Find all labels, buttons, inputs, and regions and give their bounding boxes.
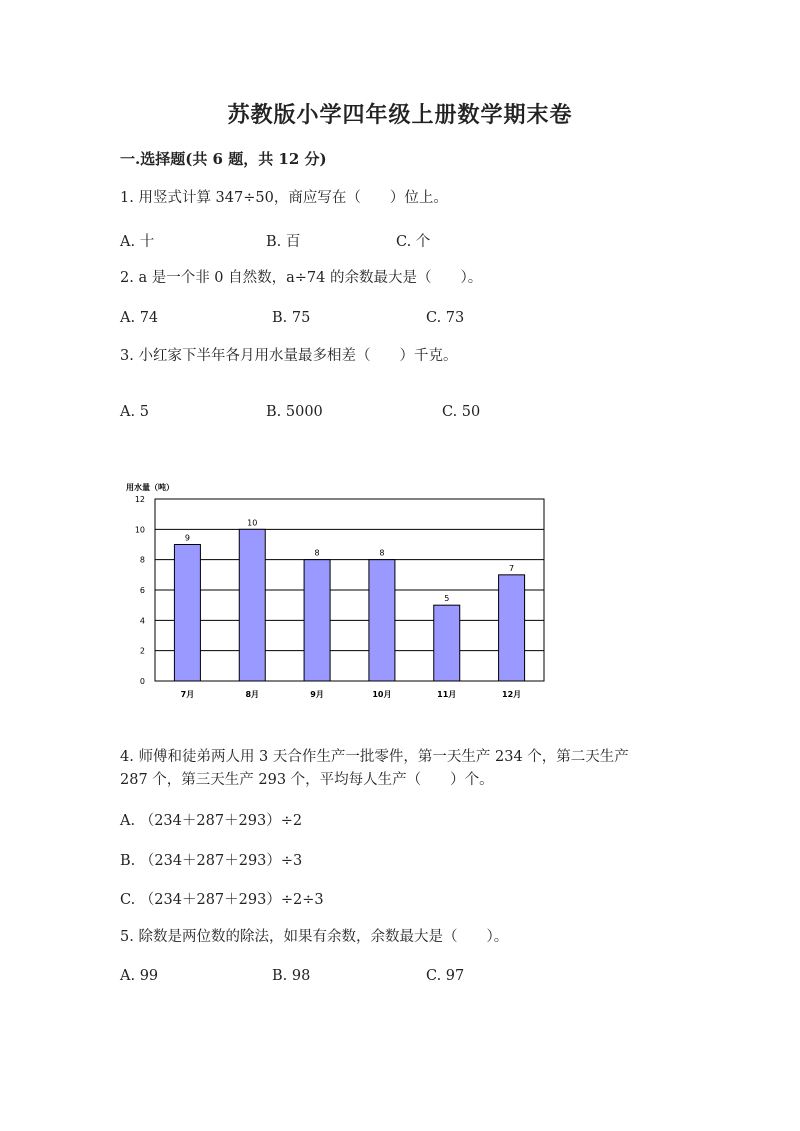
chart-data-label: 5 <box>444 594 450 604</box>
question-2-option-c[interactable]: C. 73 <box>426 310 465 326</box>
question-4-stem-line-2: 287 个，第三天生产 293 个，平均每人生产（ ）个。 <box>120 772 494 788</box>
chart-y-tick-label: 6 <box>139 586 145 595</box>
chart-x-tick-label: 8月 <box>245 690 260 699</box>
chart-y-tick-label: 0 <box>139 677 145 686</box>
question-4-stem-line-1: 4. 师傅和徒弟两人用 3 天合作生产一批零件，第一天生产 234 个，第二天生产 <box>120 749 629 765</box>
chart-x-tick-label: 11月 <box>437 690 457 699</box>
water-usage-bar-chart <box>118 478 558 703</box>
chart-bar <box>434 605 460 681</box>
question-2-stem: 2. a 是一个非 0 自然数，a÷74 的余数最大是（ ）。 <box>120 270 483 286</box>
chart-x-tick-label: 10月 <box>372 690 392 699</box>
chart-y-tick-label: 4 <box>139 616 145 626</box>
chart-x-tick-label: 9月 <box>310 690 324 699</box>
chart-y-tick-label: 12 <box>134 495 145 504</box>
question-3-option-b[interactable]: B. 5000 <box>266 404 323 420</box>
question-1-option-b[interactable]: B. 百 <box>266 234 301 250</box>
section-heading: 一.选择题(共 6 题，共 12 分) <box>120 150 327 168</box>
question-2-option-b[interactable]: B. 75 <box>272 310 311 326</box>
question-1-option-c[interactable]: C. 个 <box>396 234 431 250</box>
chart-y-tick-label: 2 <box>139 646 145 656</box>
question-3-option-a[interactable]: A. 5 <box>120 404 149 420</box>
chart-x-tick-label: 12月 <box>502 690 522 699</box>
question-3-option-c[interactable]: C. 50 <box>442 404 481 420</box>
chart-data-label: 7 <box>509 563 515 573</box>
page-title: 苏教版小学四年级上册数学期末卷 <box>227 102 573 128</box>
chart-data-label: 8 <box>314 548 320 558</box>
chart-bar <box>369 560 395 681</box>
question-5-stem: 5. 除数是两位数的除法，如果有余数，余数最大是（ ）。 <box>120 929 509 945</box>
chart-bar <box>499 575 525 681</box>
chart-data-label: 8 <box>379 548 385 558</box>
chart-bar <box>304 560 330 681</box>
chart-bar <box>239 529 265 681</box>
question-5-option-b[interactable]: B. 98 <box>272 968 311 984</box>
chart-y-tick-label: 10 <box>134 525 145 535</box>
question-3-stem: 3. 小红家下半年各月用水量最多相差（ ）千克。 <box>120 348 458 364</box>
chart-y-tick-label: 8 <box>139 555 145 565</box>
question-4-option-c[interactable]: C. （234＋287＋293）÷2÷3 <box>120 892 324 908</box>
question-5-option-a[interactable]: A. 99 <box>120 968 159 984</box>
question-4-option-b[interactable]: B. （234＋287＋293）÷3 <box>120 853 303 869</box>
question-1-option-a[interactable]: A. 十 <box>120 234 155 250</box>
question-4-option-a[interactable]: A. （234＋287＋293）÷2 <box>120 813 303 829</box>
question-2-option-a[interactable]: A. 74 <box>120 310 159 326</box>
question-1-stem: 1. 用竖式计算 347÷50，商应写在（ ）位上。 <box>120 190 448 206</box>
question-5-option-c[interactable]: C. 97 <box>426 968 465 984</box>
chart-data-label: 10 <box>247 518 258 528</box>
chart-bar <box>174 545 200 682</box>
chart-data-label: 9 <box>184 533 190 543</box>
chart-x-tick-label: 7月 <box>180 690 195 699</box>
chart-ylabel: 用水量（吨） <box>126 483 174 492</box>
